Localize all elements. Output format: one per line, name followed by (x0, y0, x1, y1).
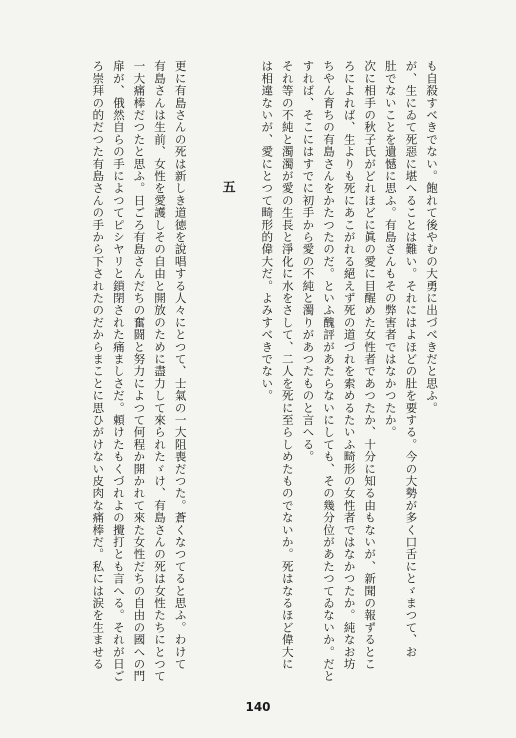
text-line: 一大痛棒だつたと思ふ。日ごろ有島さんだちの奮闘と努力によつて何程か開かれて來た女性だちの自由の國への門 (132, 60, 147, 683)
text-line: 更に有島さんの死は新しき道徳を說唱する人々にとつて、士氣の一大阻喪だつた。蒼くなつてると思ふ。わけて (173, 60, 188, 670)
text-line: も自殺すべきでない。飽れて後やむの大勇に出づべきだと思ふ。 (425, 60, 439, 414)
text-line: ろによれば、生よりも死にあこがれる絕えず死の道づれを索めるたいふ畸形の女性者ではなかつたか。純なお坊 (342, 60, 357, 670)
text-line: ろ崇拜の的だつた有島さんの手から下されたのだからまことに思ひがけない皮肉な痛棒だ。私には涙を生ませる (91, 60, 106, 670)
section-heading: 五 (219, 180, 235, 194)
section-spacer (237, 60, 257, 700)
section-spacer (191, 60, 211, 700)
text-line: すれば、そこにはすでに初手から愛の不純と濁りがあつたものと言へる。 (301, 60, 316, 463)
text-line: 扉が、俄然自らの手によつてピシヤリと鎖閉された痛ましさだ。頼けたもくづれよの攪打とも言へる。それが日ご (111, 60, 126, 683)
text-line: それ等の不純と濁濁が愛の生長と淨化に水をさして、二人を死に至らしめたものでないか。死はなるほど偉大に (280, 60, 295, 670)
text-line: 次に相手の秋子氏がどれほどに眞の愛に目醒めた女性者であつたか、十分に知る由もないが、新聞の報ずるとこ (363, 60, 378, 670)
vertical-text-body (88, 60, 442, 700)
text-line: が、生にゐて死惡に堪へることは難い。それにはよほどの肚を要する。今の大勢が多く口舌にとゞまつて、お (404, 60, 419, 658)
text-line: は相違ないが、愛にとつて畸形的偉大だ。よみすべきでない。 (260, 60, 275, 402)
text-line: 肚でないことを遺憾に思ふ。有島さんもその弊害者ではなかつたか。 (383, 60, 398, 439)
page-number: 140 (245, 700, 271, 714)
text-line: 有島さんは生前、女性を愛護しその自由と開放のために盡力して來られたゞけ、有島さんの死は女性たちにとつて (153, 60, 168, 683)
text-line: ちやん育ちの有島さんをかたつたのだ。といふ醜評があたらないにしても、その幾分位があたつてゐないか。だと (322, 60, 337, 683)
